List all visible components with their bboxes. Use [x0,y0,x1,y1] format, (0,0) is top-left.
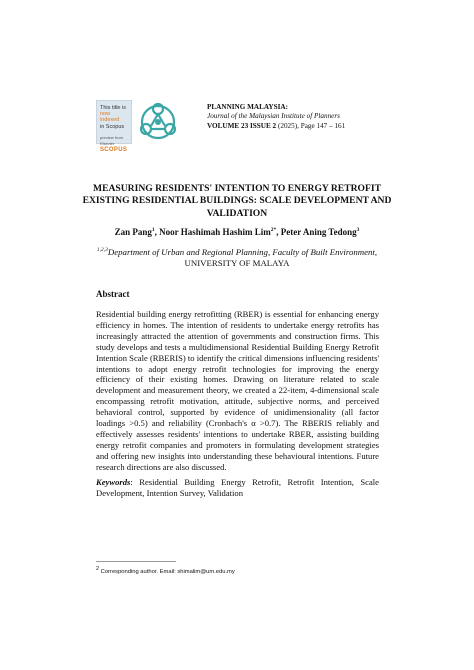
abstract-body: Residential building energy retrofitting (RBER) is essential for enhancing energy efficiency in homes. The intention of residents to undertake energy retrofits has increasingly attracted the attention of governments and construction firms. This study develops and tests a multidimensional Residential Building Energy Retrofit Intention Scale (RBERIS) to identify the critical dimensions influencing residents' intentions to adopt energy retrofit technologies for improving the energy efficiency of their existing homes. Drawing on literature related to scale development and measurement theory, we created a 22-item, 4-dimensional scale encompassing retrofit motivation, attitude, subjective norms, and perceived behavioral control, supported by evidence of unidimensionality (all factor loadings >0.5) and reliability (Cronbach's α >0.7). The RBERIS reliably and effectively assesses residents' intentions to undertake RBER, assisting building energy retrofit companies and promoters in formulating development strategies and offering new insights into understanding these behavioural intentions. Future research directions are also discussed. [96,309,379,472]
author-sup: 1 [151,227,155,233]
keywords-label: Keywords [96,477,131,487]
journal-header [96,100,396,154]
footnote-divider [96,561,176,562]
journal-info [207,103,407,131]
scopus-indexed-badge [96,100,132,154]
badge-line: in Scopus [100,123,125,130]
abstract-heading: Abstract [96,289,130,299]
author-name: Peter Aning Tedong [280,227,357,237]
author-list: Zan Pang$^1$, Noor Hashimah Hashim Lim$^{2*}$, Peter Aning Tedong$^3$ [114,227,360,237]
footnote [96,566,235,575]
keywords-text: : Residential Building Energy Retrofit, Retrofit Intention, Scale Development, Intention Survey, Validation [96,477,379,498]
paper-title: MEASURING RESIDENTS' INTENTION TO ENERGY RETROFIT EXISTING RESIDENTIAL BUILDINGS: SCALE DEVELOPMENT AND VALIDATION [82,183,392,219]
footnote-text: Corresponding author. Email: shimalim@um.edu.my [99,568,235,575]
affiliation-department [60,245,414,258]
journal-title: PLANNING MALAYSIA: [207,103,288,111]
badge-line: preview from Elsevier [100,134,123,147]
volume-pages: (2025), Page 147 – 161 [276,121,346,130]
affiliation-sup: 1,2,3 [96,247,108,253]
journal-logo-icon [137,101,179,143]
author-name: Zan Pang [114,227,152,237]
footnote-sup: 2 [96,566,100,572]
affiliation-university: UNIVERSITY OF MALAYA [184,257,290,268]
volume-issue: VOLUME 23 ISSUE 2 [207,121,277,130]
badge-line: This title is [100,105,126,111]
badge-logo-text: SCOPUS [100,147,128,154]
affiliation [60,245,414,269]
badge-line: now indexed [100,111,120,124]
affiliation-dept-text: Department of Urban and Regional Planning, Faculty of Built Environment, [107,246,378,257]
journal-name: Journal of the Malaysian Institute of Planners [207,112,340,121]
author-name: Noor Hashimah Hashim Lim [159,227,271,237]
journal-volume [207,122,345,130]
author-sup: 3 [356,227,360,233]
author-sup: 2* [270,227,277,233]
keywords [96,477,379,499]
